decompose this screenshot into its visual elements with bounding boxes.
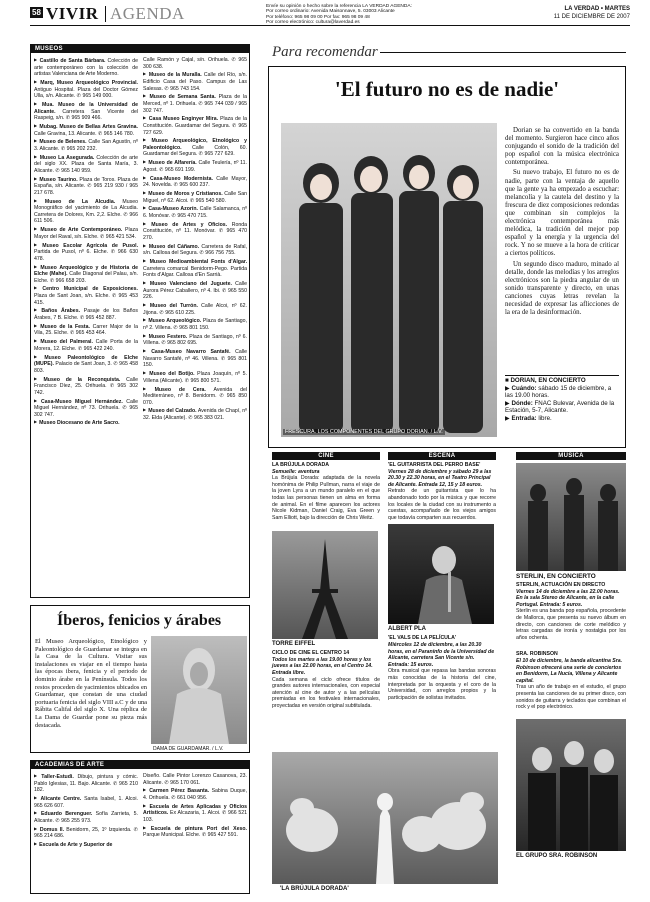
list-item-name: Casa-Museo Miguel Hernández.	[41, 398, 123, 405]
list-item-name: Escuela de pintura Port del Xeso.	[150, 825, 247, 832]
list-item-name: Museo del Botijo.	[149, 371, 195, 378]
list-item	[34, 57, 138, 78]
escena-item2-body: Obra musical que repasa las bandas sonoras más conocidas de la historia del cine, interpretada por la orquesta y el coro de la Universidad, con arreglos propios y la participación de solistas invitados.	[388, 668, 496, 701]
list-item-detail: Dibujo, pintura y cómic. Pablo Iglesias, 11. Bajo. Alicante. ✆ 965 210 182.	[34, 774, 138, 794]
list-item-name: Marq, Museo Arqueológico Provincial.	[40, 79, 138, 86]
list-item-detail: Calle San Agustín, nº 3. Alicante. ✆ 965 202 232.	[34, 139, 138, 152]
list-item	[34, 323, 138, 337]
list-item	[143, 205, 247, 219]
page-number: 58	[32, 8, 41, 17]
brujula-caption: 'LA BRÚJULA DORADA'	[280, 886, 349, 892]
list-item	[34, 154, 138, 175]
sterlin-photo	[516, 463, 626, 571]
list-item	[143, 190, 247, 204]
list-item-detail: Calle Gravina, 13. Alicante. ✆ 965 146 780.	[34, 130, 135, 137]
cine-column	[272, 452, 380, 748]
cine-item2-head: CICLO DE CINE EL CENTRO 14	[272, 650, 350, 657]
list-item	[34, 795, 138, 809]
list-item	[143, 825, 247, 839]
list-item-detail: Calle Mayor, 24. Novelda. ✆ 965 600 237.	[143, 175, 247, 189]
cine-subhead: LA BRÚJULA DORADA	[272, 462, 329, 468]
list-item	[143, 787, 247, 801]
list-item	[143, 386, 247, 407]
list-item	[34, 307, 138, 321]
list-item	[143, 115, 247, 136]
list-item-detail: Carretera San Vicente del Raspeig, s/n. ✆ 965 909 466.	[34, 108, 138, 122]
square-icon: ■	[505, 377, 511, 384]
escena-subhead: 'EL GUITARRISTA DEL PERRO BASE'	[388, 462, 481, 468]
list-item-detail: Calle Ramón y Cajal, s/n. Orihuela. ✆ 965 300 638.	[143, 57, 247, 70]
iberos-text: El Museo Arqueológico, Etnológico y Paleontológico de Guardamar se integra en la Casa de la Cultura. Visitar sus instalaciones es viajar en el tiempo hasta las épocas ibera, fenicia y el periodo de dominio árabe en la Península. Todos los restos proceden de yacimientos ubicados en Guardamar, que constan de una ciudad portuaria fenicia del siglo VIII a.C y de una Rábita Califal del siglo X. Una réplica de La Dama de Guardar pone su pieza más destacada.	[35, 638, 147, 729]
musica-detail: Viernes 14 de diciembre a las 22.00 horas. En la sala Stereo de Alicante, en la calle Portugal. Entrada: 5 euros.	[516, 588, 620, 608]
list-item	[34, 841, 138, 849]
list-item	[143, 175, 247, 189]
list-item-name: Museo Arqueológico, Etnológico y Paleontológico.	[143, 138, 247, 151]
list-item	[143, 348, 247, 369]
list-item-name: Taller-Estudi.	[41, 774, 74, 780]
cine-item2-text: Todos los martes a las 19.00 horas y los jueves a las 22.00 horas, en el Centro 14. Entrada libre.	[272, 656, 373, 676]
list-item-detail: Avenida del Mediterráneo, nº 8. Benidorm. ✆ 965 850 070.	[143, 386, 247, 406]
musica-item2-text: El 10 de diciembre, la banda alicantina Sra. Robinson ofrecerá una serie de conciertos en Benidorm, La Nucía, Villena y Alicante capital.	[516, 657, 623, 684]
list-item-detail: Calle Salamanca, nº 6. Monóvar. ✆ 965 470 715.	[143, 206, 247, 219]
escena-item2-head: 'EL VALS DE LA PELÍCULA'	[388, 635, 457, 642]
arrow-icon: ▶	[505, 414, 512, 422]
list-item	[143, 280, 247, 301]
list-item	[34, 398, 138, 419]
article-paragraph: Su nuevo trabajo, El futuro no es de nadie, parte con la ventaja de aquello que la gente ya ha empezado a escuchar: melancolía y la cautela del destino y la frescura de diez composiciones redondas que combinan sin complejos la electrónica contemporánea más melódica, la tradición del mejor pop español y la energía y la urgencia del rock. Y no se mueve a la hora de criticar a ciertos políticos.	[505, 169, 619, 258]
list-item-detail: Ronda Constitución, nº 11. Monóvar. ✆ 965 470 270.	[143, 221, 247, 241]
list-item-name: Casa-Museo Navarro Santafé.	[151, 349, 231, 356]
list-item-detail: Plaza de la Constitución. Guardamar del Segura. ✆ 965 727 629.	[143, 116, 247, 136]
list-item	[34, 810, 138, 824]
list-item	[34, 198, 138, 225]
list-item	[143, 773, 247, 786]
list-item-name: Baños Árabes.	[41, 308, 81, 315]
musica-subhead: STERLIN, ACTUACIÓN EN DIRECTO	[516, 582, 606, 588]
escena-detail: Viernes 28 de diciembre y sábado 29 a las 20.30 y 22.30 horas, en el Teatro Principal de Alicante. Entrada 12, 15 y 18 euros.	[388, 468, 492, 488]
list-item-detail: Museo Monográfico del yacimiento de La Alcudia. Carretera de Dolores, Km. 2,2. Elche. ✆ 966 611 506.	[34, 198, 138, 225]
list-item-detail: Colección de arte contemporáneo con la colección de artistas Valenciana de Arte Moderno.	[34, 58, 138, 78]
arrow-icon: ▶	[505, 399, 512, 407]
list-item-name: Museo Valenciano del Juguete.	[149, 281, 232, 288]
list-item	[143, 803, 247, 824]
list-item-detail: Calle Teulería, nº 11. Agost. ✆ 965 691 199.	[143, 160, 247, 173]
list-item-name: Casa Museo Enginyer Mira.	[148, 116, 219, 123]
list-item	[34, 101, 138, 122]
list-item-detail: Plaza de Santiago, nº 6. Villena. ✆ 965 802 695.	[143, 333, 247, 347]
list-item-name: Casa-Museo Azorín.	[148, 206, 198, 213]
concert-info-header: ■ DORIAN, EN CONCIERTO	[505, 375, 619, 385]
list-item	[34, 176, 138, 197]
list-item	[143, 137, 247, 158]
museos-box	[30, 44, 250, 598]
article-paragraph: Dorian se ha convertido en la banda del momento. Surgieron hace cinco años conjugando el sonido de la tradición del pop español con la música electrónica contemporánea.	[505, 127, 619, 167]
list-item-name: Museo del Calzado.	[148, 408, 197, 415]
escena-tab: ESCENA	[388, 452, 496, 460]
musica-tab: MÚSICA	[516, 452, 626, 460]
recomendar-kicker: Para recomendar	[272, 44, 378, 60]
museos-column-1	[34, 57, 138, 595]
list-item-detail: Calle Francisco Díez, 25. Orihuela. ✆ 965 302 742.	[34, 376, 138, 396]
list-item-name: Museo Festero.	[148, 333, 188, 340]
albert-pla-caption: ALBERT PLA	[388, 626, 426, 633]
list-item-detail: Sofía Zarrieta, 5. Alicante. ✆ 965 255 973.	[34, 811, 138, 824]
list-item	[34, 242, 138, 263]
brujula-photo	[272, 752, 498, 884]
list-item-name: Museo Arqueológico y de Historia de Elche (Mahe).	[34, 264, 138, 278]
escena-text: Retrato de un guitarrista que lo ha abandonado todo por la música y que recorre los locales de la ciudad con su instrumento a cuestas, acompañado de los viejos amigos que todavía comparten sus recuerdos.	[388, 488, 496, 521]
list-item	[143, 258, 247, 279]
list-item	[34, 354, 138, 375]
sterlin-caption: STERLIN, EN CONCIERTO	[516, 573, 596, 580]
article-paragraph: Un segundo disco maduro, minado al detalle, donde las melodías y los arreglos electrónicos son la piedra angular de un sonido transparente y directo, en unas canciones cuyas letras revelan la necesidad de expresar las aflicciones de la era de la desinformación.	[505, 260, 619, 317]
list-item	[143, 317, 247, 331]
list-item-detail: Sabina Duque, 4. Orihuela. ✆ 661 040 956.	[143, 788, 247, 801]
list-item-name: Museo de Cera.	[154, 386, 206, 393]
list-item-detail: Santa Isabel, 1. Alcoi. 965 626 607.	[34, 795, 138, 809]
list-item-name: Museo del Turrón.	[149, 303, 198, 310]
list-item-name: Museo de la Festa.	[40, 323, 90, 330]
list-item-name: Eduardo Berenguer.	[40, 811, 93, 818]
eiffel-caption: TORRE EIFFEL	[272, 641, 316, 648]
list-item	[143, 333, 247, 347]
list-item-detail: Palacio de Sant Joan, 3. ✆ 965 458 803.	[34, 361, 138, 374]
list-item	[143, 370, 247, 384]
list-item	[143, 243, 247, 257]
list-item-detail: Carretera de Rafal, s/n. Callosa del Segura. ✆ 966 756 755.	[143, 243, 247, 257]
list-item-detail: Plaza de Toros. Plaza de España, s/n. Alicante. ✆ 965 219 930 / 965 217 678.	[34, 176, 138, 196]
museos-column-2	[143, 57, 247, 595]
list-item-name: Carmen Pérez Basanta.	[149, 788, 210, 795]
list-item-detail: Plaza de la Merced, nº 1. Orihuela. ✆ 965 744 039 / 965 302 747.	[143, 94, 247, 114]
list-item-name: Mua. Museo de la Universidad de Alicante.	[34, 101, 138, 115]
list-item-name: Alicante Centre.	[40, 795, 82, 802]
paper-name: LA VERDAD • MARTES	[564, 6, 630, 12]
museos-title: MUSEOS	[31, 45, 249, 53]
recomendar-box	[268, 66, 626, 448]
list-item	[143, 93, 247, 114]
group-icon	[516, 719, 626, 851]
list-item-detail: Avenida de Chapí, nº 32. Elda (Alicante). ✆ 965 383 021.	[143, 408, 247, 422]
list-item-name: Domus II.	[39, 826, 65, 833]
cine-tab: CINE	[272, 452, 380, 460]
list-item-name: Centro Municipal de Exposiciones.	[42, 286, 138, 293]
list-item-detail: Benidorm, 25, 1º Izquierda. ✆ 965 214 686.	[34, 826, 138, 840]
list-item-detail: Diseño. Calle Pintor Lorenzo Casanova, 23. Alicante. ✆ 965 170 061.	[143, 773, 247, 786]
list-item-name: Museo de Alfarería.	[148, 160, 197, 167]
band-photo-graphic	[281, 123, 497, 437]
list-item-detail: Carrer Major de la Vila, 25. Elche. ✆ 965 453 464.	[34, 323, 138, 337]
list-item-name: Escuela de Artes Aplicadas y Oficios Artísticos.	[143, 803, 247, 817]
concert-info	[505, 375, 619, 423]
paper-date	[554, 5, 630, 21]
concert-entry: ▶ Entrada: libre.	[505, 414, 552, 422]
list-item-detail: Calle Aurora Pérez Caballero, nº 4. Ibi. ✆ 965 550 226.	[143, 281, 247, 301]
list-item-name: Museo Diocesano de Arte Sacro.	[39, 420, 120, 427]
list-item-name: Museo Medioambiental Fonts d'Algar.	[149, 259, 247, 266]
list-item	[34, 79, 138, 100]
list-item	[143, 302, 247, 316]
tower-icon	[272, 531, 378, 639]
issue-date: 11 DE DICIEMBRE DE 2007	[553, 14, 630, 20]
list-item-name: Museo Arqueológico.	[148, 318, 202, 325]
subsection-title: AGENDA	[110, 4, 185, 23]
list-item	[143, 159, 247, 173]
academias-title: ACADEMIAS DE ARTE	[31, 761, 249, 769]
iberos-box	[30, 605, 250, 753]
dama-caption: DAMA DE GUARDAMAR. / L.V.	[153, 746, 224, 752]
list-item-name: Museo del Palmeral.	[40, 339, 93, 346]
list-item	[34, 419, 138, 427]
musica-column	[516, 452, 626, 896]
page-header	[30, 4, 630, 26]
escena-item2-text: Miércoles 12 de diciembre, a las 20.30 horas, en el Paraninfo de la Universidad de Alicante, carretera San Vicente s/n. Entrada: 15 euros.	[388, 641, 495, 668]
performer-icon	[388, 524, 494, 624]
list-item-detail: Carretera comarcal Benidorm-Pego. Partida Fonts d'Algar. Callosa d'En Sarrià.	[143, 265, 247, 279]
list-item-name: Museo de La Alcudia.	[44, 198, 116, 205]
list-item-detail: Plaza de Sant Joan, s/n. Elche. ✆ 965 453 415.	[34, 293, 138, 306]
iberos-title: Íberos, fenicios y árabes	[57, 612, 222, 629]
arrow-icon: ▶	[505, 384, 512, 392]
divider-bar	[105, 6, 106, 22]
dorian-caption: FRESCURA. LOS COMPONENTES DEL GRUPO DORIAN. / L.V.	[285, 429, 443, 435]
band-icon	[516, 463, 626, 571]
musica-item2-head: SRA. ROBINSON	[516, 651, 558, 658]
list-item-name: Casa-Museo Modernista.	[149, 175, 213, 182]
list-item-name: Museo de la Reconquista.	[43, 376, 121, 383]
list-item	[143, 407, 247, 421]
list-item-detail: Calle Navarro Santafé, nº 46. Villena. ✆ 965 801 150.	[143, 349, 247, 369]
headline: 'El futuro no es de nadie'	[334, 77, 560, 101]
academias-column-1	[34, 773, 138, 891]
concert-when: ▶ Cuándo: sábado 15 de diciembre, a las 19.00 horas.	[505, 384, 612, 400]
list-item	[34, 138, 138, 152]
list-item	[143, 57, 247, 70]
list-item	[34, 376, 138, 397]
bears-scene-graphic	[272, 752, 498, 884]
albert-pla-photo	[388, 524, 494, 624]
list-item	[34, 285, 138, 306]
list-item	[34, 773, 138, 794]
list-item	[34, 338, 138, 352]
list-item-name: Museo de Moros y Cristianos.	[148, 191, 223, 197]
list-item-detail: Plaza Mayor del Raval, s/n. Elche. ✆ 965 421 534.	[34, 227, 138, 240]
article-body	[505, 127, 619, 367]
musica-item2-body: Tras un año de trabajo en el estudio, el grupo presenta las canciones de su primer disco, con sonidos de guitarra y teclados que combinan el rock y el pop electrónico.	[516, 684, 626, 711]
list-item	[143, 71, 247, 92]
list-item	[143, 221, 247, 242]
list-item-detail: Antiguo Hospital. Plaza del Doctor Gómez Ulla, s/n. Alicante. ✆ 965 149 000.	[34, 86, 138, 100]
section-title: VIVIR	[46, 4, 99, 23]
list-item-detail: Calle Alcoi, nº 62. Jijona. ✆ 965 610 225.	[143, 303, 247, 316]
list-item	[34, 826, 138, 840]
list-item	[34, 264, 138, 285]
list-item-detail: Calle Colón, 60. Guardamar del Segura. ✆ 965 727 629.	[143, 144, 247, 158]
concert-where: ▶ Dónde: FNAC Bulevar, Avenida de la Estación, 5-7, Alicante.	[505, 399, 615, 415]
escena-column	[388, 452, 496, 748]
list-item-name: Museo Escolar Agrícola de Pusol.	[42, 242, 138, 249]
list-item-detail: Calle Miguel Hernández, nº 73. Orihuela. ✆ 965 302 747.	[34, 398, 138, 418]
bust-icon	[151, 636, 247, 744]
cine-detail: Semuelle: aventura	[272, 468, 320, 475]
list-item-detail: Parque Municipal. Elche. ✆ 965 427 591.	[143, 832, 238, 839]
list-item-name: Museo de Artes y Oficios.	[151, 221, 228, 228]
list-item-detail: Partida de Pusol, nº 6. Elche. ✆ 966 630 478.	[34, 249, 138, 262]
list-item-detail: Ex Alcazaria, 1. Alcoi. ✆ 966 521 103.	[143, 810, 247, 823]
sra-robinson-caption: EL GRUPO SRA. ROBINSON	[516, 853, 598, 860]
musica-text: Sterlin es una banda pop española, procedente de Mallorca, que presenta su nuevo álbum en directo, con canciones de corte melódico y letras cargadas de ironía y nostalgia por los años ochenta.	[516, 608, 626, 641]
list-item-name: Museo La Asegurada.	[39, 154, 95, 161]
cine-item2-body: Cada semana el ciclo ofrece títulos de grandes autores internacionales, con especial atención al cine de autor y a las películas premiadas en los festivales internacionales, proyectadas en versión original subtitulada.	[272, 676, 380, 709]
contact-block: Envíe su opinión o hecho sobre la referencia LA VERDAD AGENDA: Por correo ordinario: Avenida Maisonnave, 5. 03003 Alicante Por teléfono: 965 98 09 00 Por fax: 965 98 09 48 Por correo electrónico: cultura@laverdad.es	[266, 4, 412, 25]
list-item-name: Museo de Semana Santa.	[149, 94, 216, 101]
sra-robinson-photo	[516, 719, 626, 851]
list-item-name: Mubag. Museo de Bellas Artes Gravina.	[39, 123, 138, 130]
list-item-name: Museo del Cáñamo.	[148, 243, 200, 250]
list-item-name: Castillo de Santa Bárbara.	[39, 58, 106, 64]
list-item-detail: Plaza de Santiago, nº 2. Villena. ✆ 965 801 150.	[143, 318, 247, 331]
list-item	[34, 123, 138, 137]
list-item-name: Escuela de Arte y Superior de	[39, 842, 113, 849]
list-item-name: Museo de la Muralla.	[148, 72, 202, 79]
academias-box	[30, 760, 250, 894]
list-item	[34, 226, 138, 240]
list-item-name: Museo Taurino.	[39, 176, 78, 183]
list-item-detail: Calle del Río, s/n. Edificio Casa del Paso. Campus de Las Salesas. ✆ 965 743 154.	[143, 72, 247, 92]
list-item-name: Museo Paleontológico de Elche (MUPE).	[34, 354, 138, 368]
list-item-detail: Plaza Joaquín, nº 5. Villena (Alicante). ✆ 965 800 571.	[143, 371, 247, 384]
list-item-detail: Calle San Miguel, nº 62. Alcoi. ✆ 965 540 580.	[143, 191, 247, 204]
list-item-detail: Calle Diagonal del Palau, s/n. Elche. ✆ 966 658 203.	[34, 271, 138, 284]
list-item-name: Museo de Arte Contemporáneo.	[40, 227, 123, 234]
cine-text: La Brújula Dorada: adaptada de la novela homónima de Philip Pullman, narra el viaje de la joven Lyra a un mundo paralelo en el que todas las personas tienen un alma en forma de animal. En el filme aparecen los actores Nicole Kidman, Daniel Craig, Eva Green y Sam Elliott, bajo la dirección de Chris Weitz.	[272, 475, 380, 521]
list-item-detail: Pasaje de los Baños Árabes, 7 B. Elche. ✆ 965 452 887.	[34, 308, 138, 322]
list-item-detail: Colección de arte del siglo XX. Plaza de Santa María, 3. Alicante. ✆ 965 140 959.	[34, 154, 138, 174]
academias-column-2	[143, 773, 247, 891]
recomendar-rule	[380, 52, 626, 53]
dama-photo	[151, 636, 247, 744]
list-item-name: Museo de Belenes.	[39, 139, 87, 146]
list-item-detail: Calle Porta de la Morera, 12. Elche. ✆ 965 422 240.	[34, 339, 138, 352]
dorian-photo	[281, 123, 497, 437]
eiffel-photo	[272, 531, 378, 639]
